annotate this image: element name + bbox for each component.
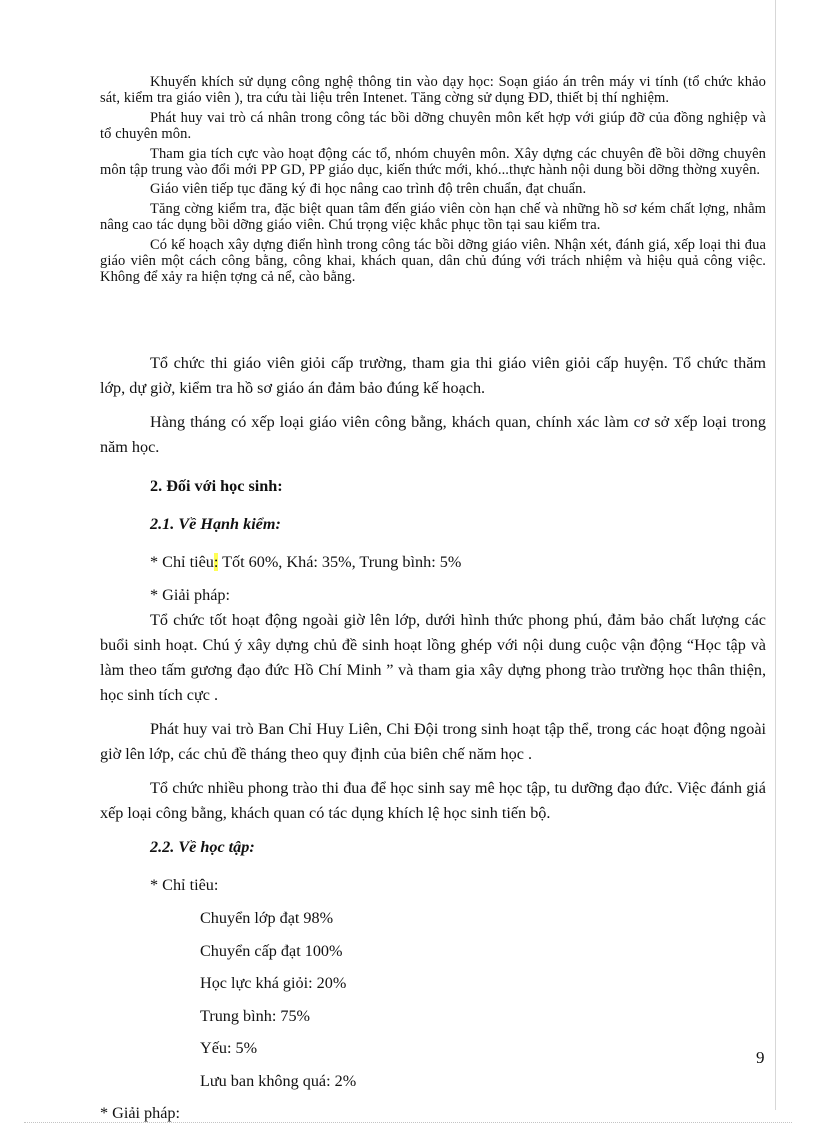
list-item: Lưu ban không quá: 2% bbox=[200, 1071, 357, 1090]
page-number: 9 bbox=[756, 1048, 765, 1067]
list-item: Chuyển lớp đạt 98% bbox=[200, 909, 334, 927]
margin-line bbox=[775, 0, 776, 1110]
paragraph-personal-role: Phát huy vai trò cá nhân trong công tác bồi dỡng chuyên môn kết hợp với giúp đỡ của đồng nghiệp và tổ chuyên môn. bbox=[100, 109, 766, 143]
conduct-target-label: * Chỉ tiêu bbox=[150, 553, 214, 571]
teacher-training-block bbox=[100, 74, 766, 289]
paragraph-youth-union: Phát huy vai trò Ban Chỉ Huy Liên, Chi Đội trong sinh hoạt tập thể, trong các hoạt động ngoài giờ lên lớp, các chủ đề tháng theo quy định của biên chế năm học . bbox=[100, 720, 766, 763]
paragraph-extracurricular: Tổ chức tốt hoạt động ngoài giờ lên lớp, dưới hình thức phong phú, đảm bảo chất lượng các buổi sinh hoạt. Chú ý xây dựng chủ đề sinh hoạt lồng ghép với nội dung cuộc vận động “Học tập và làm theo tấm gương đạo đức Hồ Chí Minh ” và tham gia xây dựng phong trào trường học thân thiện, học sinh tích cực . bbox=[100, 611, 766, 704]
paragraph-teacher-competition: Tổ chức thi giáo viên giỏi cấp trường, tham gia thi giáo viên giỏi cấp huyện. Tổ chức thăm lớp, dự giờ, kiểm tra hồ sơ giáo án đảm bảo đúng kế hoạch. bbox=[100, 354, 766, 397]
conduct-solution-label: * Giải pháp: bbox=[150, 586, 231, 604]
study-target-label: * Chỉ tiêu: bbox=[150, 876, 219, 894]
paragraph-further-study: Giáo viên tiếp tục đăng ký đi học nâng cao trình độ trên chuẩn, đạt chuẩn. bbox=[150, 181, 587, 198]
list-item: Yếu: 5% bbox=[200, 1039, 258, 1057]
main-text-block bbox=[100, 351, 766, 1126]
highlighted-colon: : bbox=[213, 553, 219, 571]
paragraph-model-building: Có kế hoạch xây dựng điển hình trong công tác bồi dỡng giáo viên. Nhận xét, đánh giá, xếp loại thi đua giáo viên một cách công bằng, công khai, khách quan, dân chủ đúng với trách nhiệm và hiệu quả công việc. Không để xảy ra hiện tợng cả nể, cào bằng. bbox=[100, 236, 766, 286]
study-target-list bbox=[200, 906, 766, 1093]
study-solution-label: * Giải pháp: bbox=[100, 1104, 181, 1122]
subsection-heading-conduct: 2.1. Về Hạnh kiểm: bbox=[150, 515, 281, 533]
list-item: Chuyển cấp đạt 100% bbox=[200, 941, 343, 960]
conduct-target-values: Tốt 60%, Khá: 35%, Trung bình: 5% bbox=[218, 553, 462, 571]
section-heading-students: 2. Đối với học sinh: bbox=[150, 477, 283, 495]
conduct-target-line bbox=[100, 550, 766, 575]
list-item: Học lực khá giỏi: 20% bbox=[200, 974, 347, 992]
paragraph-emulation: Tổ chức nhiều phong trào thi đua để học sinh say mê học tập, tu dưỡng đạo đức. Việc đánh giá xếp loại công bằng, khách quan có tác dụng khích lệ học sinh tiến bộ. bbox=[100, 779, 766, 822]
paragraph-it-usage: Khuyến khích sử dụng công nghệ thông tin vào dạy học: Soạn giáo án trên máy vi tính (tổ chức khảo sát, kiểm tra giáo viên ), tra cứu tài liệu trên Intenet. Tăng cờng sử dụng ĐD, thiết bị thí nghiệm. bbox=[100, 74, 766, 107]
subsection-heading-study: 2.2. Về học tập: bbox=[150, 838, 255, 856]
paragraph-inspection: Tăng cờng kiểm tra, đặc biệt quan tâm đến giáo viên còn hạn chế và những hồ sơ kém chất lợng, nhằm nâng cao tác dụng bồi dỡng giáo viên. Chú trọng việc khắc phục tồn tại sau kiểm tra. bbox=[100, 200, 766, 234]
paragraph-monthly-ranking: Hàng tháng có xếp loại giáo viên công bằng, khách quan, chính xác làm cơ sở xếp loại trong năm học. bbox=[100, 413, 766, 456]
paragraph-professional-groups: Tham gia tích cực vào hoạt động các tổ, nhóm chuyên môn. Xây dựng các chuyên đề bồi dỡng chuyên môn tập trung vào đổi mới PP GD, PP giáo dục, kiến thức mới, khó...thực hành nội dung bồi dỡng thờng xuyên. bbox=[100, 145, 766, 179]
list-item: Trung bình: 75% bbox=[200, 1006, 311, 1025]
